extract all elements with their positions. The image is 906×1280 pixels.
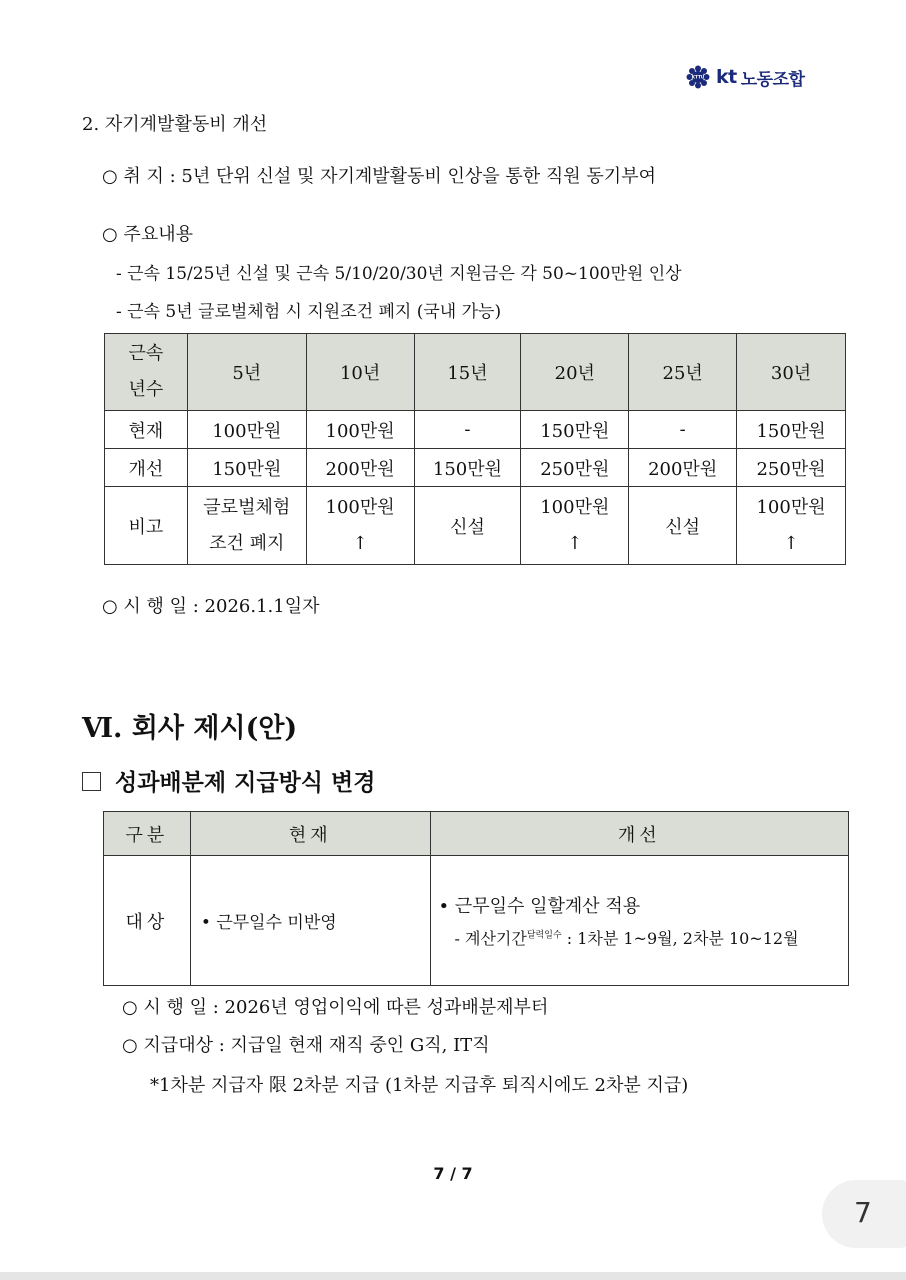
footnote-line: *1차분 지급자 限 2차분 지급 (1차분 지급후 퇴직시에도 2차분 지급)	[150, 1075, 689, 1096]
column-header: 30년	[737, 334, 846, 411]
effective-line: ○ 시 행 일 : 2026년 영업이익에 따른 성과배분제부터	[122, 997, 549, 1018]
bottom-bar	[0, 1272, 906, 1280]
column-header: 5년	[187, 334, 306, 411]
table-cell: 200만원	[629, 449, 737, 487]
payment-target-line: ○ 지급대상 : 지급일 현재 재직 중인 G직, IT직	[122, 1035, 490, 1056]
distribution-table	[103, 811, 849, 986]
column-header: 20년	[521, 334, 629, 411]
table-cell: -	[629, 411, 737, 449]
section-title: Ⅵ. 회사 제시(안)	[82, 713, 298, 744]
row-label: 대상	[104, 856, 191, 986]
column-header: 25년	[629, 334, 737, 411]
table-row-improved	[105, 449, 846, 487]
table-cell: 150만원	[521, 411, 629, 449]
table-cell: 250만원	[521, 449, 629, 487]
table-cell: -	[414, 411, 521, 449]
note-cell: 100만원 ↑	[306, 487, 414, 565]
row-label: 현재	[105, 411, 188, 449]
note-cell: 신설	[629, 487, 737, 565]
column-header: 15년	[414, 334, 521, 411]
table-cell: 200만원	[306, 449, 414, 487]
kt-union-logo	[686, 62, 804, 92]
column-header: 10년	[306, 334, 414, 411]
page-number-badge[interactable]	[822, 1180, 906, 1248]
table-cell: 150만원	[187, 449, 306, 487]
union-emblem-icon	[686, 65, 710, 89]
note-cell: 100만원 ↑	[521, 487, 629, 565]
subsection-title-text: 성과배분제 지급방식 변경	[115, 769, 376, 796]
detail-line-1: - 근속 15/25년 신설 및 근속 5/10/20/30년 지원금은 각 50~100만원 인상	[116, 264, 682, 284]
column-header: 현재	[190, 812, 430, 856]
table-row-current	[105, 411, 846, 449]
table-cell: 150만원	[414, 449, 521, 487]
note-cell: 글로벌체험 조건 폐지	[187, 487, 306, 565]
table-row-target	[104, 856, 849, 986]
column-header: 개선	[430, 812, 848, 856]
table-cell: 250만원	[737, 449, 846, 487]
improved-main-text: • 근무일수 일할계산 적용	[438, 896, 641, 917]
table-cell: 150만원	[737, 411, 846, 449]
section-heading: 2. 자기계발활동비 개선	[82, 114, 268, 135]
table-cell: 100만원	[187, 411, 306, 449]
table-row-notes	[105, 487, 846, 565]
purpose-line: ○ 취 지 : 5년 단위 신설 및 자기계발활동비 인상을 통한 직원 동기부여	[102, 166, 656, 187]
main-content-heading: ○ 주요내용	[102, 224, 193, 245]
table-cell: 100만원	[306, 411, 414, 449]
page-indicator: 7 / 7	[433, 1164, 473, 1183]
improved-sub-text: - 계산기간$^{달력일수}$ : 1차분 1~9월, 2차분 10~12월	[454, 929, 799, 948]
improved-cell	[430, 856, 848, 986]
row-label: 비고	[105, 487, 188, 565]
column-header: 구분	[104, 812, 191, 856]
allowance-table	[104, 333, 846, 565]
header-years-cell: 근속 년수	[105, 334, 188, 411]
note-cell: 신설	[414, 487, 521, 565]
row-label: 개선	[105, 449, 188, 487]
effective-date-line: ○ 시 행 일 : 2026.1.1일자	[102, 596, 320, 617]
detail-line-2: - 근속 5년 글로벌체험 시 지원조건 폐지 (국내 가능)	[116, 302, 502, 322]
page-number-text: 7	[854, 1196, 872, 1229]
note-cell: 100만원 ↑	[737, 487, 846, 565]
subsection-title	[82, 764, 375, 797]
current-cell: • 근무일수 미반영	[190, 856, 430, 986]
logo-badge-text: KTTU	[691, 74, 705, 80]
logo-kt-text: kt	[716, 66, 737, 88]
checkbox-square-icon	[82, 772, 101, 791]
logo-name-text: 노동조합	[740, 69, 805, 90]
